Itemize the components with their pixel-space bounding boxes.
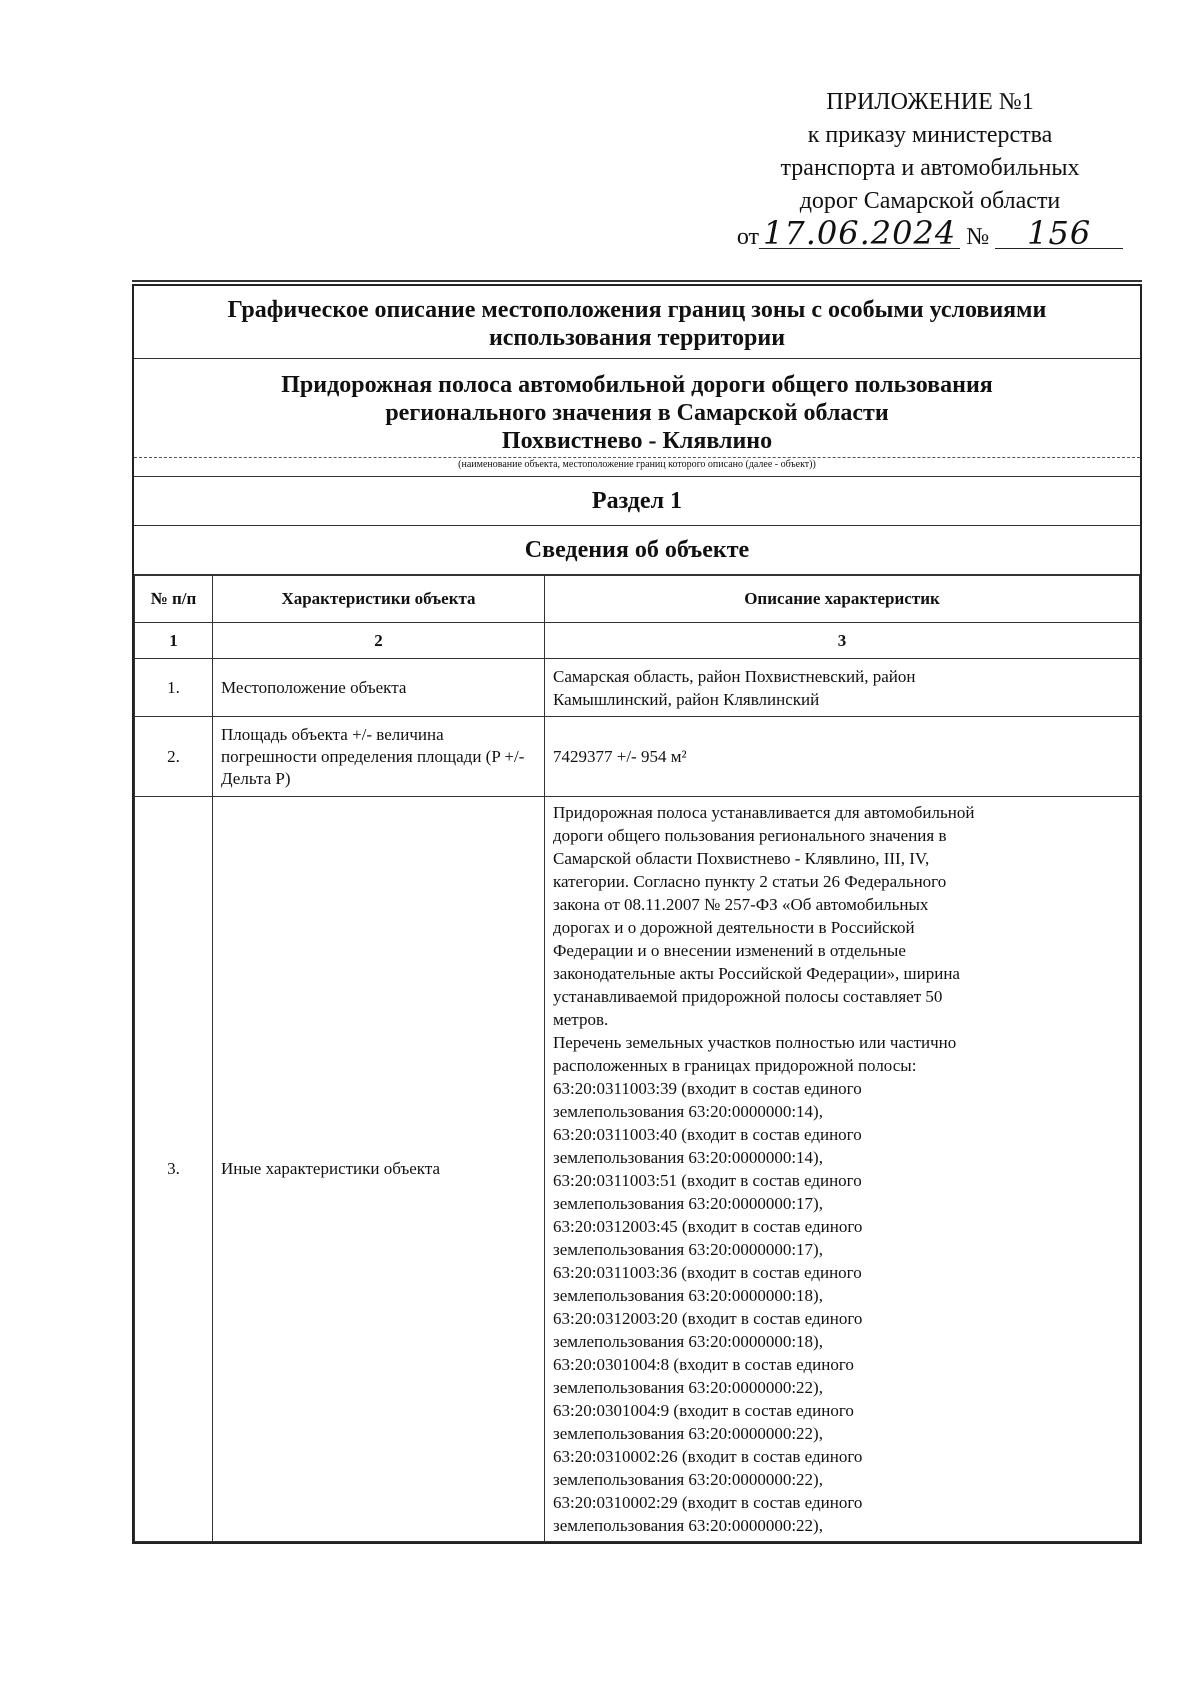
- top-rule: [132, 280, 1142, 282]
- description-line: Перечень земельных участков полностью или частично: [553, 1033, 957, 1052]
- description-line: Придорожная полоса устанавливается для автомобильной: [553, 803, 975, 822]
- appendix-block: [730, 86, 1130, 254]
- description-line: землепользования 63:20:0000000:22),: [553, 1516, 823, 1535]
- description-line: Самарская область, район Похвистневский, район: [553, 666, 916, 686]
- column-number: 2: [213, 623, 545, 659]
- description-line: расположенных в границах придорожной полосы:: [553, 1056, 917, 1075]
- description-line: Самарской области Похвистнево - Клявлино, III, IV,: [553, 849, 930, 868]
- description-line: 63:20:0301004:8 (входит в состав единого: [553, 1355, 854, 1374]
- column-number: 1: [135, 623, 213, 659]
- row-number: 1.: [135, 659, 213, 717]
- section-subtitle: Сведения об объекте: [134, 526, 1140, 575]
- description-line: 63:20:0311003:51 (входит в состав единого: [553, 1171, 862, 1190]
- date-prefix: от: [736, 224, 760, 250]
- row-characteristic: Местоположение объекта: [213, 659, 545, 717]
- description-line: 63:20:0311003:40 (входит в состав единого: [553, 1125, 862, 1144]
- object-info-table: [134, 575, 1140, 1542]
- document-title: Графическое описание местоположения границ зоны с особыми условиями использования территории: [134, 286, 1140, 359]
- description-line: дороги общего пользования регионального значения в: [553, 826, 947, 845]
- description-line: метров.: [553, 1010, 609, 1029]
- description-line: землепользования 63:20:0000000:17),: [553, 1240, 823, 1259]
- description-line: дорогах и о дорожной деятельности в Российской: [553, 918, 915, 937]
- row-description: [545, 717, 1140, 797]
- row-number: 2.: [135, 717, 213, 797]
- table-row: [135, 717, 1140, 797]
- row-characteristic: Площадь объекта +/- величина погрешности определения площади (P +/- Дельта P): [213, 717, 545, 797]
- row-description: [545, 659, 1140, 717]
- description-line: закона от 08.11.2007 № 257-ФЗ «Об автомобильных: [553, 895, 929, 914]
- description-line: 63:20:0310002:29 (входит в состав единого: [553, 1493, 863, 1512]
- column-number-row: [135, 623, 1140, 659]
- description-line: землепользования 63:20:0000000:17),: [553, 1194, 823, 1213]
- description-line: 63:20:0301004:9 (входит в состав единого: [553, 1401, 854, 1420]
- object-note: (наименование объекта, местоположение границ которого описано (далее - объект)): [458, 459, 816, 470]
- description-line: Камышлинский, район Клявлинский: [553, 689, 820, 709]
- header-description: Описание характеристик: [545, 576, 1140, 623]
- header-characteristic: Характеристики объекта: [213, 576, 545, 623]
- object-name: [134, 359, 1140, 457]
- description-line: устанавливаемой придорожной полосы составляет 50: [553, 987, 943, 1006]
- object-line: регионального значения в Самарской области: [385, 400, 889, 426]
- row-description: [545, 797, 1140, 1542]
- description-line: землепользования 63:20:0000000:14),: [553, 1148, 823, 1167]
- row-number: 3.: [135, 797, 213, 1542]
- handwritten-date: 17.06.2024: [759, 218, 960, 249]
- table-header-row: [135, 576, 1140, 623]
- handwritten-number: 156: [995, 218, 1123, 249]
- description-line: 63:20:0311003:39 (входит в состав единого: [553, 1079, 862, 1098]
- description-line: 63:20:0312003:20 (входит в состав единого: [553, 1309, 863, 1328]
- description-line: землепользования 63:20:0000000:22),: [553, 1470, 823, 1489]
- appendix-line: к приказу министерства: [807, 122, 1053, 148]
- description-line: Федерации и о внесении изменений в отдельные: [553, 941, 906, 960]
- description-line: землепользования 63:20:0000000:22),: [553, 1424, 823, 1443]
- description-line: законодательные акты Российской Федерации», ширина: [553, 964, 960, 983]
- description-line: категории. Согласно пункту 2 статьи 26 Федерального: [553, 872, 947, 891]
- description-line: землепользования 63:20:0000000:18),: [553, 1286, 823, 1305]
- column-number: 3: [545, 623, 1140, 659]
- description-line: землепользования 63:20:0000000:22),: [553, 1378, 823, 1397]
- appendix-line: дорог Самарской области: [799, 188, 1061, 214]
- number-prefix: №: [966, 224, 990, 250]
- appendix-date-line: [730, 214, 1130, 254]
- section-title: Раздел 1: [134, 476, 1140, 526]
- object-block: [134, 359, 1140, 476]
- table-row: [135, 659, 1140, 717]
- document-sheet: [132, 284, 1142, 1544]
- header-number: № п/п: [135, 576, 213, 623]
- object-line: Похвистнево - Клявлино: [501, 428, 773, 454]
- description-line: 63:20:0311003:36 (входит в состав единого: [553, 1263, 862, 1282]
- appendix-line: транспорта и автомобильных: [780, 155, 1080, 181]
- object-line: Придорожная полоса автомобильной дороги общего пользования: [281, 372, 993, 398]
- description-line: 7429377 +/- 954 м²: [553, 747, 687, 766]
- description-line: землепользования 63:20:0000000:14),: [553, 1102, 823, 1121]
- appendix-title: ПРИЛОЖЕНИЕ №1: [826, 89, 1034, 115]
- description-line: 63:20:0310002:26 (входит в состав единого: [553, 1447, 863, 1466]
- table-row: [135, 797, 1140, 1542]
- row-characteristic: Иные характеристики объекта: [213, 797, 545, 1542]
- description-line: землепользования 63:20:0000000:18),: [553, 1332, 823, 1351]
- description-line: 63:20:0312003:45 (входит в состав единого: [553, 1217, 863, 1236]
